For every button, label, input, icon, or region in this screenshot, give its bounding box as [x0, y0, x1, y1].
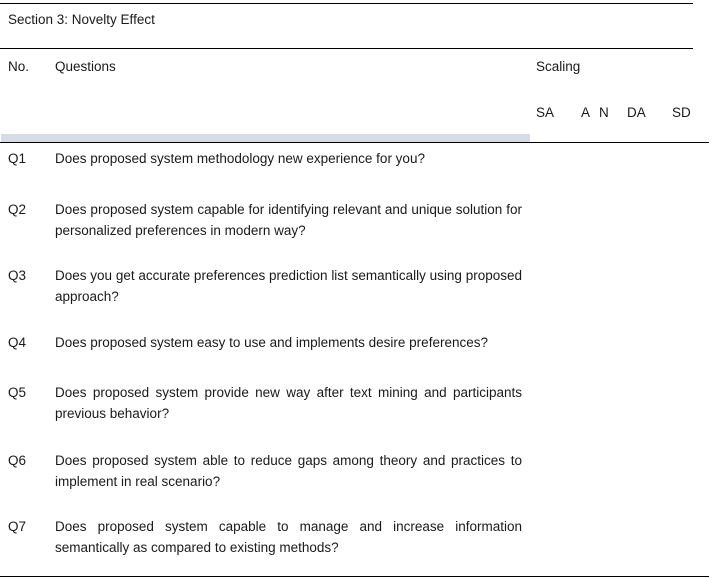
- question-text: Does proposed system easy to use and implements desire preferences?: [55, 335, 488, 350]
- header-scaling: Scaling: [536, 59, 581, 74]
- scale-label-da: DA: [627, 105, 646, 120]
- question-text: Does proposed system able to reduce gaps among theory and practices to implement in real scenario?: [55, 453, 522, 489]
- question-text: Does proposed system capable to manage and increase information semantically as compared to existing methods?: [55, 519, 522, 555]
- header-rule: [0, 48, 693, 49]
- header-no: No.: [8, 59, 30, 74]
- scale-label-a: A: [581, 105, 591, 120]
- scale-label-n: N: [599, 105, 609, 120]
- question-id: Q2: [8, 202, 27, 217]
- question-id: Q1: [8, 151, 27, 166]
- scale-label-sa: SA: [536, 105, 555, 120]
- question-text: Does proposed system capable for identifying relevant and unique solution for personalized preferences in modern way?: [55, 202, 522, 238]
- question-id: Q4: [8, 335, 27, 350]
- header-bottom-rule: [0, 142, 709, 143]
- scale-label-sd: SD: [672, 105, 691, 120]
- question-id: Q5: [8, 385, 27, 400]
- question-id: Q7: [8, 519, 27, 534]
- section-title: Section 3: Novelty Effect: [8, 12, 155, 27]
- question-text: Does proposed system provide new way after text mining and participants previous behavior?: [55, 385, 522, 421]
- header-shade-band: [1, 134, 530, 142]
- bottom-rule: [0, 576, 709, 577]
- header-questions: Questions: [55, 59, 116, 74]
- question-text: Does proposed system methodology new experience for you?: [55, 151, 425, 166]
- top-rule: [0, 3, 693, 4]
- question-id: Q3: [8, 268, 27, 283]
- question-id: Q6: [8, 453, 27, 468]
- question-text: Does you get accurate preferences prediction list semantically using proposed approach?: [55, 268, 522, 304]
